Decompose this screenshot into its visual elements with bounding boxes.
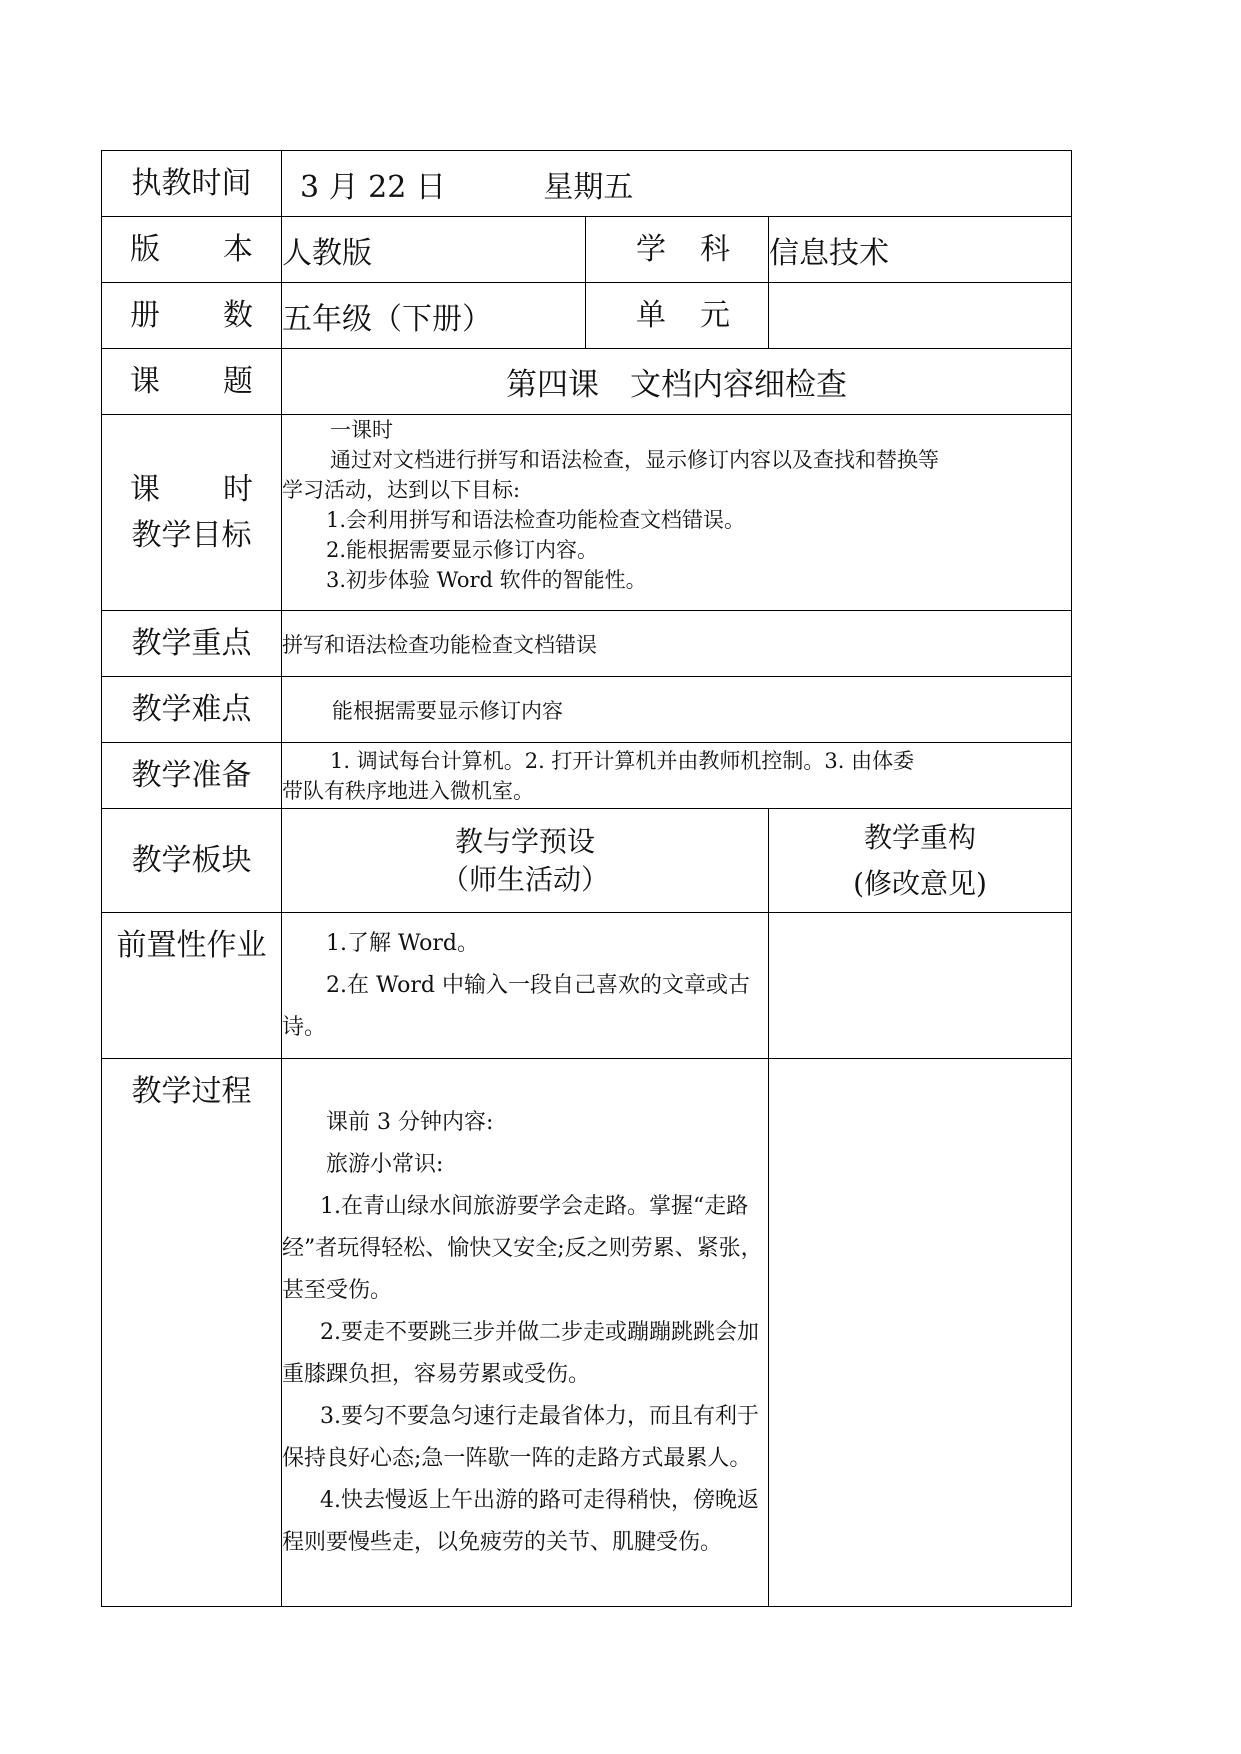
header-rebuild bbox=[769, 809, 1072, 913]
label-prework: 前置性作业 bbox=[102, 913, 282, 1059]
value-subject: 信息技术 bbox=[769, 217, 1072, 283]
objectives-line: 通过对文档进行拼写和语法检查，显示修订内容以及查找和替换等 bbox=[330, 448, 939, 472]
row-difficulty bbox=[102, 677, 1072, 743]
objectives-line: 一课时 bbox=[330, 418, 393, 442]
value-edition: 人教版 bbox=[282, 217, 586, 283]
prework-content bbox=[282, 913, 769, 1059]
header-preset-title: 教与学预设 bbox=[454, 824, 595, 858]
label-subject bbox=[586, 217, 769, 283]
label-key-point: 教学重点 bbox=[102, 611, 282, 677]
objectives-line: 学习活动，达到以下目标: bbox=[282, 478, 521, 502]
process-rebuild-cell bbox=[769, 1059, 1072, 1607]
label-subject-char2: 科 bbox=[700, 231, 730, 267]
label-objectives-char1: 课 bbox=[130, 472, 160, 507]
process-paragraph: 旅游小常识: bbox=[326, 1151, 444, 1177]
header-rebuild-title: 教学重构 bbox=[863, 820, 976, 854]
row-section-header bbox=[102, 809, 1072, 913]
label-edition bbox=[102, 217, 282, 283]
value-preparation bbox=[282, 743, 1072, 809]
label-subject-char1: 学 bbox=[636, 231, 666, 267]
label-difficulty: 教学难点 bbox=[102, 677, 282, 743]
row-volume bbox=[102, 283, 1072, 349]
preparation-line: 1. 调试每台计算机。2. 打开计算机并由教师机控制。3. 由体委 bbox=[330, 748, 915, 773]
process-paragraph: 4.快去慢返上午出游的路可走得稍快，傍晚返程则要慢些走，以免疲劳的关节、肌腱受伤。 bbox=[282, 1487, 759, 1555]
objectives-line: 1.会利用拼写和语法检查功能检查文档错误。 bbox=[326, 508, 746, 532]
label-topic-char2: 题 bbox=[223, 363, 253, 399]
process-paragraph: 课前 3 分钟内容: bbox=[326, 1109, 494, 1135]
header-preset-sub: （师生活动） bbox=[440, 862, 609, 896]
preparation-line: 带队有秩序地进入微机室。 bbox=[282, 778, 534, 803]
prework-item: 2.在 Word 中输入一段自己喜欢的文章或古诗。 bbox=[282, 972, 750, 1040]
header-preset bbox=[282, 809, 769, 913]
label-preparation: 教学准备 bbox=[102, 743, 282, 809]
row-objectives bbox=[102, 415, 1072, 611]
row-preparation bbox=[102, 743, 1072, 809]
lesson-plan-table bbox=[101, 150, 1072, 1607]
value-difficulty: 能根据需要显示修订内容 bbox=[282, 677, 1072, 743]
value-unit bbox=[769, 283, 1072, 349]
label-edition-char2: 本 bbox=[223, 231, 253, 267]
objectives-line: 2.能根据需要显示修订内容。 bbox=[326, 538, 599, 562]
header-rebuild-sub: (修改意见) bbox=[853, 866, 987, 900]
label-volume-char2: 数 bbox=[223, 297, 253, 333]
row-edition bbox=[102, 217, 1072, 283]
process-paragraph: 3.要匀不要急匀速行走最省体力，而且有利于保持良好心态;急一阵歇一阵的走路方式最累人。 bbox=[282, 1403, 759, 1471]
label-objectives-line2: 教学目标 bbox=[131, 517, 252, 553]
value-topic: 第四课 文档内容细检查 bbox=[282, 349, 1072, 415]
objectives-line: 3.初步体验 Word 软件的智能性。 bbox=[326, 568, 647, 592]
label-unit-char2: 元 bbox=[700, 297, 730, 333]
label-edition-char1: 版 bbox=[130, 231, 160, 267]
label-unit-char1: 单 bbox=[636, 297, 666, 333]
label-process: 教学过程 bbox=[102, 1059, 282, 1607]
prework-item: 1.了解 Word。 bbox=[326, 930, 479, 956]
row-process bbox=[102, 1059, 1072, 1607]
label-topic bbox=[102, 349, 282, 415]
label-objectives bbox=[102, 415, 282, 611]
label-unit bbox=[586, 283, 769, 349]
weekday-text: 星期五 bbox=[543, 169, 634, 205]
value-volume: 五年级（下册） bbox=[282, 283, 586, 349]
objectives-content bbox=[282, 415, 1072, 611]
date-text: 3 月 22 日 bbox=[300, 169, 446, 205]
label-objectives-char2: 时 bbox=[223, 472, 253, 507]
process-content bbox=[282, 1059, 769, 1607]
label-topic-char1: 课 bbox=[130, 363, 160, 399]
row-prework bbox=[102, 913, 1072, 1059]
label-volume-char1: 册 bbox=[130, 297, 160, 333]
row-topic bbox=[102, 349, 1072, 415]
label-section: 教学板块 bbox=[102, 809, 282, 913]
label-volume bbox=[102, 283, 282, 349]
process-paragraph: 1.在青山绿水间旅游要学会走路。掌握“走路经”者玩得轻松、愉快又安全;反之则劳累、紧张，甚至受伤。 bbox=[282, 1193, 763, 1303]
label-teaching-time: 执教时间 bbox=[102, 151, 282, 217]
value-teaching-time bbox=[282, 151, 1072, 217]
process-paragraph: 2.要走不要跳三步并做二步走或蹦蹦跳跳会加重膝踝负担，容易劳累或受伤。 bbox=[282, 1319, 759, 1387]
prework-rebuild-cell bbox=[769, 913, 1072, 1059]
row-teaching-time bbox=[102, 151, 1072, 217]
value-key-point: 拼写和语法检查功能检查文档错误 bbox=[282, 611, 1072, 677]
row-key-point bbox=[102, 611, 1072, 677]
